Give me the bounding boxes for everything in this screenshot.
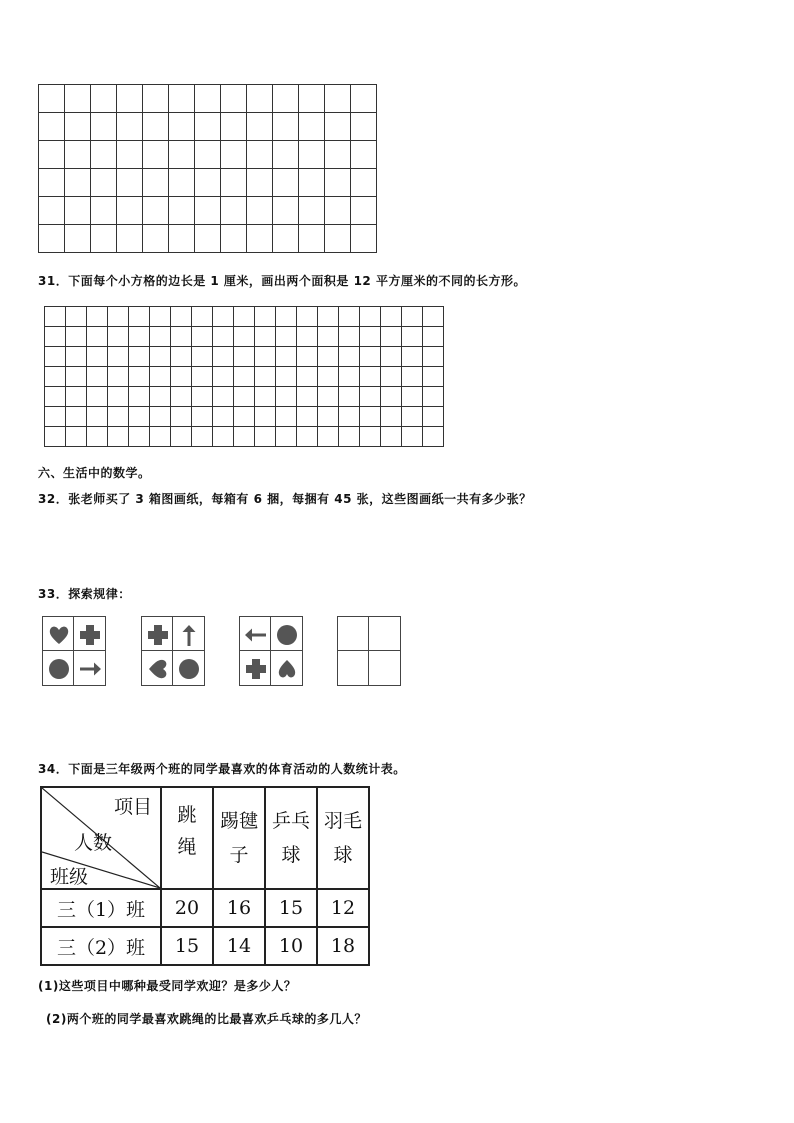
heart-icon [146, 657, 170, 681]
grid-cell[interactable] [65, 197, 91, 225]
grid-cell[interactable] [91, 169, 117, 197]
grid-cell[interactable] [221, 225, 247, 253]
grid-cell[interactable] [381, 427, 402, 447]
col-header-badminton: 羽毛球 [317, 787, 369, 889]
grid-cell[interactable] [169, 225, 195, 253]
grid-cell[interactable] [195, 169, 221, 197]
grid-cell[interactable] [234, 327, 255, 347]
grid-cell[interactable] [360, 387, 381, 407]
grid-cell[interactable] [171, 427, 192, 447]
grid-cell[interactable] [150, 407, 171, 427]
grid-cell[interactable] [318, 387, 339, 407]
grid-cell[interactable] [247, 169, 273, 197]
grid-cell[interactable] [66, 307, 87, 327]
question-34-sub-2: (2)两个班的同学最喜欢跳绳的比最喜欢乒乓球的多几人？ [46, 1012, 367, 1026]
grid-cell[interactable] [221, 197, 247, 225]
grid-cell[interactable] [213, 427, 234, 447]
grid-cell[interactable] [117, 169, 143, 197]
grid-cell[interactable] [351, 141, 377, 169]
grid-cell[interactable] [276, 307, 297, 327]
grid-cell[interactable] [423, 367, 444, 387]
grid-cell[interactable] [247, 141, 273, 169]
grid-cell[interactable] [91, 225, 117, 253]
grid-cell[interactable] [195, 225, 221, 253]
grid-cell[interactable] [381, 387, 402, 407]
grid-cell[interactable] [87, 427, 108, 447]
grid-cell[interactable] [143, 225, 169, 253]
grid-cell[interactable] [195, 197, 221, 225]
grid-cell[interactable] [117, 225, 143, 253]
grid-cell[interactable] [169, 85, 195, 113]
grid-cell[interactable] [402, 307, 423, 327]
heart-icon [47, 623, 71, 647]
grid-cell[interactable] [273, 225, 299, 253]
table-cell: 10 [265, 927, 317, 965]
grid-cell[interactable] [192, 327, 213, 347]
grid-cell[interactable] [213, 307, 234, 327]
grid-cell[interactable] [339, 327, 360, 347]
heart-icon [275, 657, 299, 681]
grid-cell[interactable] [423, 347, 444, 367]
grid-cell[interactable] [339, 407, 360, 427]
grid-cell[interactable] [171, 347, 192, 367]
table-cell: 18 [317, 927, 369, 965]
grid-cell[interactable] [150, 327, 171, 347]
grid-cell[interactable] [297, 387, 318, 407]
table-cell: 16 [213, 889, 265, 927]
grid-cell[interactable] [234, 387, 255, 407]
grid-cell[interactable] [108, 427, 129, 447]
grid-cell[interactable] [195, 113, 221, 141]
grid-cell[interactable] [255, 367, 276, 387]
grid-cell[interactable] [39, 113, 65, 141]
grid-cell[interactable] [234, 307, 255, 327]
pattern-panel-4-answer[interactable] [337, 616, 401, 686]
grid-cell[interactable] [247, 113, 273, 141]
grid-cell[interactable] [150, 387, 171, 407]
grid-cell[interactable] [299, 197, 325, 225]
header-project: 项目 [114, 796, 153, 818]
grid-cell[interactable] [318, 367, 339, 387]
grid-cell[interactable] [318, 307, 339, 327]
grid-cell[interactable] [213, 367, 234, 387]
grid-cell[interactable] [108, 387, 129, 407]
grid-cell[interactable] [255, 307, 276, 327]
grid-cell[interactable] [150, 347, 171, 367]
grid-cell[interactable] [66, 367, 87, 387]
grid-cell[interactable] [192, 347, 213, 367]
grid-cell[interactable] [129, 327, 150, 347]
grid-cell[interactable] [195, 141, 221, 169]
grid-cell[interactable] [423, 427, 444, 447]
grid-cell[interactable] [360, 347, 381, 367]
grid-cell[interactable] [91, 113, 117, 141]
grid-cell[interactable] [143, 85, 169, 113]
section-6-heading: 六、生活中的数学。 [38, 466, 151, 480]
grid-cell[interactable] [91, 141, 117, 169]
grid-cell[interactable] [171, 367, 192, 387]
grid-cell[interactable] [247, 225, 273, 253]
grid-cell[interactable] [360, 367, 381, 387]
grid-cell[interactable] [45, 387, 66, 407]
grid-cell[interactable] [297, 407, 318, 427]
grid-cell[interactable] [66, 327, 87, 347]
grid-cell[interactable] [297, 427, 318, 447]
grid-cell[interactable] [273, 169, 299, 197]
grid-cell[interactable] [255, 387, 276, 407]
grid-cell[interactable] [221, 85, 247, 113]
grid-cell[interactable] [318, 407, 339, 427]
grid-cell[interactable] [45, 307, 66, 327]
col-header-table-tennis: 乒乓球 [265, 787, 317, 889]
plus-icon [146, 623, 170, 647]
grid-cell[interactable] [234, 407, 255, 427]
grid-cell[interactable] [65, 169, 91, 197]
circle-icon [47, 657, 71, 681]
grid-cell[interactable] [213, 387, 234, 407]
grid-cell[interactable] [87, 367, 108, 387]
grid-cell[interactable] [66, 427, 87, 447]
grid-cell[interactable] [351, 85, 377, 113]
grid-cell[interactable] [247, 197, 273, 225]
grid-cell[interactable] [108, 347, 129, 367]
grid-cell[interactable] [66, 387, 87, 407]
grid-cell[interactable] [117, 197, 143, 225]
left-arrow-icon [244, 623, 268, 647]
grid-cell[interactable] [129, 407, 150, 427]
grid-cell[interactable] [87, 407, 108, 427]
grid-cell[interactable] [39, 197, 65, 225]
grid-cell[interactable] [360, 327, 381, 347]
grid-paper-top [38, 84, 377, 253]
grid-cell[interactable] [299, 113, 325, 141]
grid-cell[interactable] [234, 427, 255, 447]
grid-cell[interactable] [325, 197, 351, 225]
grid-cell[interactable] [192, 427, 213, 447]
grid-cell[interactable] [65, 141, 91, 169]
grid-cell[interactable] [423, 307, 444, 327]
header-class: 班级 [50, 866, 89, 888]
grid-cell[interactable] [39, 141, 65, 169]
grid-cell[interactable] [381, 407, 402, 427]
grid-cell[interactable] [87, 327, 108, 347]
grid-cell[interactable] [318, 327, 339, 347]
grid-cell[interactable] [192, 387, 213, 407]
grid-cell[interactable] [299, 225, 325, 253]
grid-cell[interactable] [273, 85, 299, 113]
grid-cell[interactable] [129, 387, 150, 407]
grid-cell[interactable] [65, 113, 91, 141]
grid-cell[interactable] [297, 347, 318, 367]
grid-cell[interactable] [299, 169, 325, 197]
col-header-shuttlecock: 踢毽子 [213, 787, 265, 889]
grid-cell[interactable] [325, 169, 351, 197]
grid-cell[interactable] [213, 407, 234, 427]
grid-cell[interactable] [325, 85, 351, 113]
grid-cell[interactable] [339, 307, 360, 327]
grid-cell[interactable] [297, 327, 318, 347]
row-label-class-2: 三（2）班 [41, 927, 161, 965]
grid-cell[interactable] [108, 367, 129, 387]
grid-cell[interactable] [169, 141, 195, 169]
grid-cell[interactable] [325, 225, 351, 253]
question-34-sub-1: (1)这些项目中哪种最受同学欢迎？是多少人？ [38, 979, 297, 993]
grid-cell[interactable] [318, 427, 339, 447]
grid-cell[interactable] [255, 407, 276, 427]
grid-cell[interactable] [351, 169, 377, 197]
pattern-panel-3 [239, 616, 303, 686]
grid-cell[interactable] [381, 327, 402, 347]
grid-cell[interactable] [297, 307, 318, 327]
grid-cell[interactable] [423, 407, 444, 427]
grid-cell[interactable] [150, 427, 171, 447]
grid-cell[interactable] [255, 347, 276, 367]
grid-cell[interactable] [65, 225, 91, 253]
grid-cell[interactable] [213, 327, 234, 347]
grid-cell[interactable] [129, 367, 150, 387]
grid-cell[interactable] [39, 225, 65, 253]
question-32: 32．张老师买了 3 箱图画纸，每箱有 6 捆，每捆有 45 张，这些图画纸一共有多少张？ [38, 492, 532, 506]
grid-cell[interactable] [381, 307, 402, 327]
grid-cell[interactable] [276, 387, 297, 407]
table-cell: 14 [213, 927, 265, 965]
pattern-panel-1 [42, 616, 106, 686]
grid-cell[interactable] [143, 113, 169, 141]
grid-cell[interactable] [108, 327, 129, 347]
grid-cell[interactable] [325, 141, 351, 169]
right-arrow-icon [78, 657, 102, 681]
grid-cell[interactable] [299, 141, 325, 169]
grid-cell[interactable] [402, 347, 423, 367]
grid-cell[interactable] [192, 307, 213, 327]
grid-cell[interactable] [108, 407, 129, 427]
row-label-class-1: 三（1）班 [41, 889, 161, 927]
sports-statistics-table [40, 786, 370, 966]
question-31: 31．下面每个小方格的边长是 1 厘米，画出两个面积是 12 平方厘米的不同的长方形。 [38, 274, 526, 288]
grid-cell[interactable] [66, 347, 87, 367]
grid-cell[interactable] [195, 85, 221, 113]
grid-cell[interactable] [273, 197, 299, 225]
table-cell: 15 [265, 889, 317, 927]
grid-cell[interactable] [273, 141, 299, 169]
grid-cell[interactable] [117, 113, 143, 141]
grid-cell[interactable] [150, 307, 171, 327]
grid-cell[interactable] [45, 347, 66, 367]
grid-cell[interactable] [129, 427, 150, 447]
grid-cell[interactable] [45, 327, 66, 347]
grid-cell[interactable] [339, 367, 360, 387]
grid-cell[interactable] [351, 113, 377, 141]
up-arrow-icon [177, 623, 201, 647]
grid-cell[interactable] [65, 85, 91, 113]
grid-cell[interactable] [221, 169, 247, 197]
plus-icon [78, 623, 102, 647]
grid-cell[interactable] [192, 367, 213, 387]
question-34: 34．下面是三年级两个班的同学最喜欢的体育活动的人数统计表。 [38, 762, 406, 776]
grid-cell[interactable] [91, 197, 117, 225]
grid-cell[interactable] [381, 347, 402, 367]
grid-cell[interactable] [171, 327, 192, 347]
grid-cell[interactable] [66, 407, 87, 427]
table-cell: 15 [161, 927, 213, 965]
grid-cell[interactable] [351, 197, 377, 225]
grid-cell[interactable] [221, 141, 247, 169]
grid-cell[interactable] [87, 307, 108, 327]
grid-cell[interactable] [45, 427, 66, 447]
grid-cell[interactable] [39, 169, 65, 197]
col-header-rope-skipping: 跳绳 [161, 787, 213, 889]
grid-cell[interactable] [108, 307, 129, 327]
grid-cell[interactable] [169, 113, 195, 141]
grid-cell[interactable] [276, 427, 297, 447]
plus-icon [244, 657, 268, 681]
grid-cell[interactable] [351, 225, 377, 253]
grid-cell[interactable] [402, 327, 423, 347]
grid-cell[interactable] [339, 427, 360, 447]
grid-cell[interactable] [150, 367, 171, 387]
grid-cell[interactable] [360, 427, 381, 447]
grid-cell[interactable] [339, 347, 360, 367]
grid-cell[interactable] [297, 367, 318, 387]
grid-cell[interactable] [255, 327, 276, 347]
grid-cell[interactable] [143, 197, 169, 225]
grid-cell[interactable] [169, 169, 195, 197]
grid-cell[interactable] [325, 113, 351, 141]
grid-cell[interactable] [273, 113, 299, 141]
grid-cell[interactable] [171, 387, 192, 407]
grid-cell[interactable] [143, 141, 169, 169]
grid-cell[interactable] [276, 407, 297, 427]
grid-cell[interactable] [255, 427, 276, 447]
grid-cell[interactable] [276, 347, 297, 367]
grid-cell[interactable] [129, 307, 150, 327]
grid-cell[interactable] [45, 367, 66, 387]
grid-cell[interactable] [171, 307, 192, 327]
grid-cell[interactable] [91, 85, 117, 113]
grid-cell[interactable] [318, 347, 339, 367]
table-cell: 12 [317, 889, 369, 927]
table-cell: 20 [161, 889, 213, 927]
grid-cell[interactable] [171, 407, 192, 427]
grid-cell[interactable] [117, 85, 143, 113]
grid-cell[interactable] [360, 307, 381, 327]
grid-cell[interactable] [117, 141, 143, 169]
pattern-panel-2 [141, 616, 205, 686]
grid-cell[interactable] [423, 387, 444, 407]
circle-icon [275, 623, 299, 647]
grid-cell[interactable] [402, 427, 423, 447]
grid-cell[interactable] [423, 327, 444, 347]
grid-cell[interactable] [143, 169, 169, 197]
grid-cell[interactable] [402, 367, 423, 387]
grid-paper-question-31 [44, 306, 444, 447]
grid-cell[interactable] [129, 347, 150, 367]
grid-cell[interactable] [360, 407, 381, 427]
question-33: 33．探索规律： [38, 587, 131, 601]
grid-cell[interactable] [299, 85, 325, 113]
grid-cell[interactable] [402, 387, 423, 407]
grid-cell[interactable] [221, 113, 247, 141]
grid-cell[interactable] [192, 407, 213, 427]
grid-cell[interactable] [339, 387, 360, 407]
grid-cell[interactable] [87, 387, 108, 407]
diagonal-header-cell [41, 787, 161, 889]
header-count: 人数 [74, 832, 113, 854]
grid-cell[interactable] [247, 85, 273, 113]
grid-cell[interactable] [213, 347, 234, 367]
circle-icon [177, 657, 201, 681]
grid-cell[interactable] [234, 347, 255, 367]
grid-cell[interactable] [87, 347, 108, 367]
grid-cell[interactable] [45, 407, 66, 427]
grid-cell[interactable] [381, 367, 402, 387]
grid-cell[interactable] [39, 85, 65, 113]
grid-cell[interactable] [276, 327, 297, 347]
grid-cell[interactable] [234, 367, 255, 387]
grid-cell[interactable] [169, 197, 195, 225]
grid-cell[interactable] [276, 367, 297, 387]
grid-cell[interactable] [402, 407, 423, 427]
